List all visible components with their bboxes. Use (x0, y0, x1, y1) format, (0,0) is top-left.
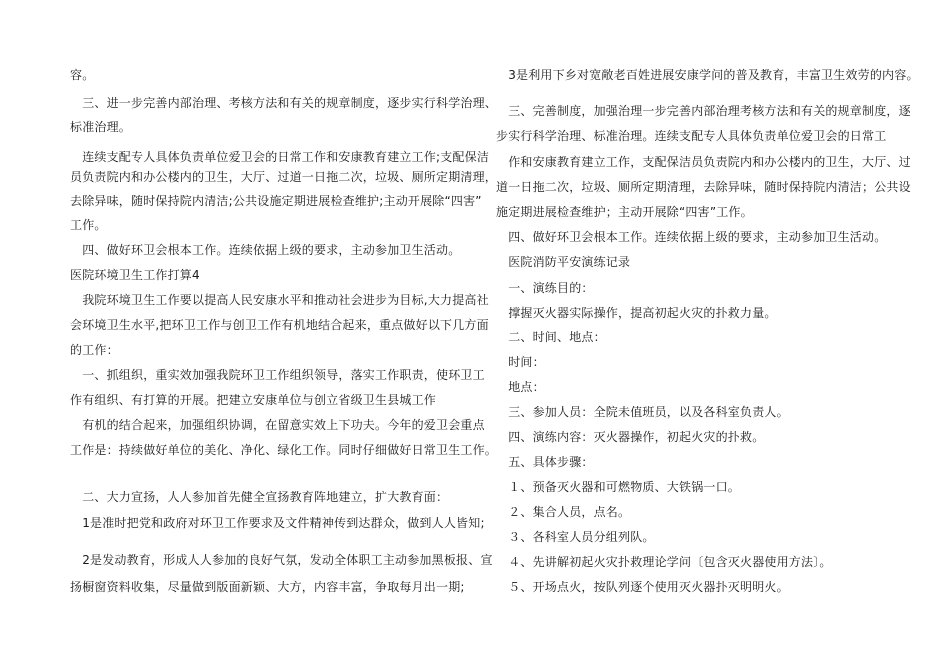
text-line: 连续支配专人具体负责单位爱卫会的日常工作和安康教育建立工作;支配保洁 (70, 150, 490, 164)
text-line: 四、演练内容：灭火器操作，初起火灾的扑救。 (496, 430, 765, 444)
section-heading: 医院环境卫生工作打算4 (70, 268, 200, 282)
text-line: 作有组织、有打算的开展。把建立安康单位与创立省级卫生县城工作 (70, 393, 437, 407)
text-line: 五、具体步骤： (496, 455, 594, 469)
text-line: 我院环境卫生工作要以提高人民安康水平和推动社会进步为目标,大力提高社 (70, 293, 489, 307)
text-line: 容。 (70, 68, 95, 82)
text-line: 撑握灭火器实际操作，提高初起火灾的扑救力量。 (496, 306, 777, 320)
text-line: 一、抓组织，重实效加强我院环卫工作组织领导，落实工作职责，使环卫工 (70, 368, 485, 382)
text-line: 四、做好环卫会根本工作。连续依据上级的要求，主动参加卫生活动。 (70, 243, 461, 257)
list-item: ３、各科室人员分组列队。 (496, 530, 655, 544)
text-line: 有机的结合起来，加强组织协调，在留意实效上下功夫。今年的爱卫会重点 (70, 418, 485, 432)
text-line: 步实行科学治理、标准治理。连续支配专人具体负责单位爱卫会的日常工 (496, 129, 887, 143)
text-line: 三、进一步完善内部治理、考核方法和有关的规章制度，逐步实行科学治理、 (70, 96, 498, 110)
text-line: 标准治理。 (70, 120, 132, 134)
text-line: 二、时间、地点： (496, 330, 606, 344)
text-line: 作和安康教育建立工作，支配保洁员负责院内和办公楼内的卫生，大厅、过 (496, 155, 911, 169)
list-item: １、预备灭火器和可燃物质、大铁锅一口。 (496, 480, 741, 494)
text-line: 会环境卫生水平,把环卫工作与创卫工作有机地结合起来，重点做好以下几方面 (70, 318, 489, 332)
list-item: ４、先讲解初起火灾扑救理论学问〔包含灭火器使用方法〕。 (496, 555, 832, 569)
text-line: 二、大力宣扬，人人参加首先健全宣扬教育阵地建立，扩大教育面： (70, 490, 449, 504)
list-item: ２、集合人员，点名。 (496, 505, 631, 519)
text-line: 1是准时把党和政府对环卫工作要求及文件精神传到达群众，做到人人皆知; (70, 516, 485, 530)
text-line: 四、做好环卫会根本工作。连续依据上级的要求，主动参加卫生活动。 (496, 230, 887, 244)
text-line: 道一日拖二次，垃圾、厕所定期清理，去除异味，随时保持院内清洁；公共设 (496, 180, 911, 194)
text-line: 员负责院内和办公楼内的卫生，大厅、过道一日拖二次，垃圾、厕所定期清理， (70, 170, 498, 184)
text-line: 地点： (496, 380, 545, 394)
text-line: 三、完善制度，加强治理一步完善内部治理考核方法和有关的规章制度，逐 (496, 104, 911, 118)
text-line: 施定期进展检查维护；主动开展除“四害”工作。 (496, 205, 753, 219)
section-heading: 医院消防平安演练记录 (496, 255, 631, 269)
text-line: 的工作： (70, 343, 119, 357)
text-line: 一、演练目的： (496, 281, 594, 295)
list-item: ５、开场点火，按队列逐个使用灭火器扑灭明明火。 (496, 580, 789, 594)
text-line: 3是利用下乡对宽敞老百姓进展安康学问的普及教育，丰富卫生效劳的内容。 (496, 68, 919, 82)
text-line: 扬橱窗资料收集，尽量做到版面新颖、大方，内容丰富，争取每月出一期; (70, 580, 465, 594)
text-line: 2是发动教育，形成人人参加的良好气氛，发动全体职工主动参加黑板报、宣 (70, 553, 493, 567)
text-line: 去除异味，随时保持院内清洁;公共设施定期进展检查维护;主动开展除“四害” (70, 194, 482, 208)
text-line: 工作是：持续做好单位的美化、净化、绿化工作。同时仔细做好日常卫生工作。 (70, 443, 498, 457)
text-line: 时间： (496, 355, 545, 369)
text-line: 工作。 (70, 218, 107, 232)
text-line: 三、参加人员：全院未值班员，以及各科室负责人。 (496, 405, 789, 419)
